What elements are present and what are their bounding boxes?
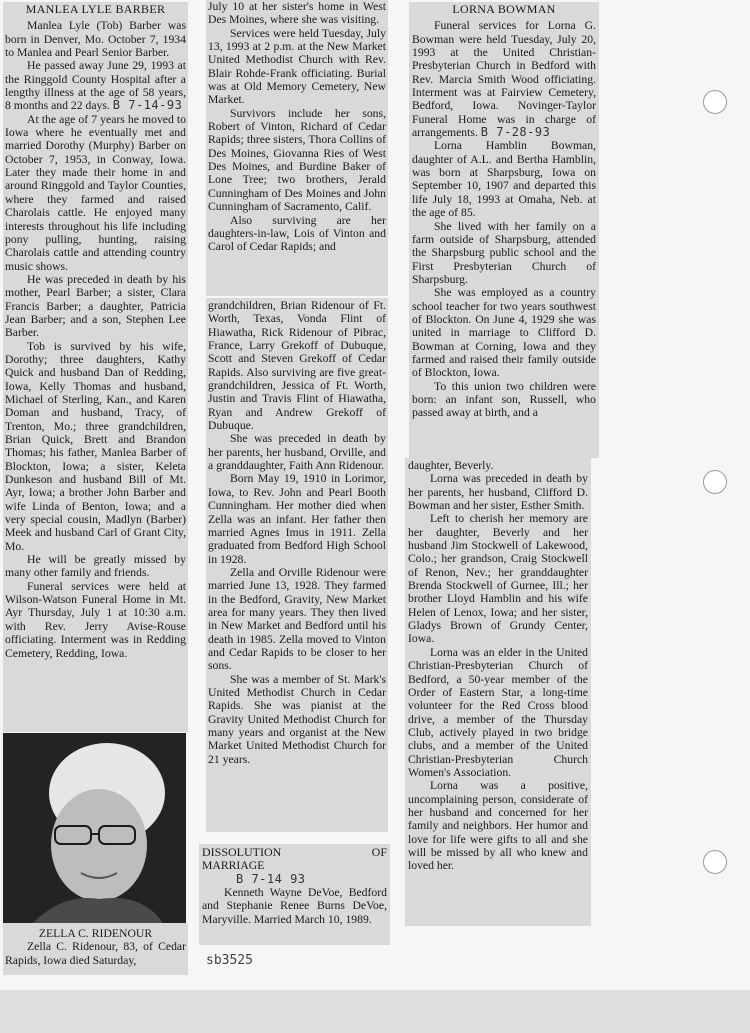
- dissolution-title: [202, 846, 387, 859]
- ridenour-obituary-part1: [206, 0, 388, 296]
- bowman-paragraph: She lived with her family on a farm outside of Sharpsburg, attended the Sharpsburg public school and the First Presbyterian Church of Sharpsburg.: [412, 219, 596, 286]
- ridenour-photo: [3, 733, 186, 923]
- barber-paragraph: At the age of 7 years he moved to Iowa where he eventually met and married Dorothy (Murphy) Barber on October 7, 1953, in Conway, Iowa. Later they made their home in and around Ringgold and Taylor Counties, where they farmed and raised Charolais cattle. He enjoyed many interests throughout his life including pony pulling, hunting, raising Charolais cattle and attending country music shows.: [5, 112, 186, 273]
- binder-hole: [703, 470, 727, 494]
- ridenour-paragraph: Born May 19, 1910 in Lorimor, Iowa, to Rev. John and Pearl Booth Cunningham. Her mother died when Zella was an infant. Her father then married Agnes Imus in 1911. Zella graduated from Bedford High School in 1928.: [208, 472, 386, 566]
- ridenour-paragraph: Zella and Orville Ridenour were married June 13, 1928. They farmed in the Bedford, Gravity, New Market area for many years. They then lived in New Market and Bedford until his death in 1985. Zella moved to Vinton and Cedar Rapids to be closer to her sons.: [208, 565, 386, 673]
- dissolution-notice: [199, 844, 390, 945]
- bowman-title: LORNA BOWMAN: [452, 2, 556, 16]
- handwritten-date: B 7-28-93: [480, 125, 551, 140]
- bowman-paragraph: Funeral services for Lorna G. Bowman were held Tuesday, July 20, 1993 at the United Christian-Presbyterian Church in Bedford with Rev. Marcia Smith Wood officiating. Interment was at Fairview Cemetery, Bedford, Iowa. Novinger-Taylor Funeral Home was in charge of arrangements. B 7-28-93: [412, 19, 596, 140]
- binder-hole: [703, 90, 727, 114]
- bowman-paragraph: Left to cherish her memory are her daughter, Beverly and her husband Jim Stockwell of Lakewood, Colo.; her grandson, Craig Stockwell of Renon, Nev.; her granddaughter Brenda Stockwell of Gurnee, Ill.; her brother Lloyd Hamblin and his wife Helen of Lenox, Iowa; and her sister, Gladys Brown of Grundy Center, Iowa.: [408, 512, 588, 646]
- barber-paragraph: Funeral services were held at Wilson-Watson Funeral Home in Mt. Ayr Thursday, July 1 at 10:30 a.m. with Rev. Jerry Avise-Rouse officiating. Interment was in Redding Cemetery, Redding, Iowa.: [5, 579, 186, 660]
- binder-hole: [703, 850, 727, 874]
- handwritten-date: B 7-14 93: [236, 871, 306, 886]
- barber-paragraph: He passed away June 29, 1993 at the Ringgold County Hospital after a lengthy illness at the age of 58 years, 8 months and 22 days. B 7-14-93: [5, 59, 186, 113]
- barber-title: MANLEA LYLE BARBER: [25, 2, 166, 16]
- barber-paragraph: Tob is survived by his wife, Dorothy; three daughters, Kathy Quick and husband Dan of Redding, Iowa, Kelly Thomas and husband, Michael of Sterling, Kan., and Karen Doman and husband, Tracy, of Trenton, Mo.; three grandchildren, Brian Quick, Brett and Brandon Thomas; his father, Manlea Barber of Blockton, Iowa; a sister, Keleta Dunkeson and husband Bill of Mt. Ayr, Iowa; a brother John Barber and wife Linda of Benton, Iowa; and a very special cousin, Madlyn (Barber) Meek and husband Carl of Grant City, Mo.: [5, 339, 186, 553]
- page-label: sb3525: [206, 953, 253, 968]
- ridenour-paragraph: Services were held Tuesday, July 13, 1993 at 2 p.m. at the New Market United Methodist Church with Rev. Blair Rohde-Frank officiating. Burial was at Old Memory Cemetery, New Market.: [208, 26, 386, 107]
- handwritten-date: B 7-14-93: [112, 98, 183, 113]
- ridenour-paragraph: Survivors include her sons, Robert of Vinton, Richard of Cedar Rapids; three sisters, Thora Collins of Des Moines, Giovanna Ries of West Des Moines, and Burdine Baker of Lone Tree; two brothers, Jerald Cunningham of Des Moines and John Cunningham of Sacramento, Calif.: [208, 106, 386, 214]
- bowman-obituary-part1: [409, 2, 599, 458]
- ridenour-caption-name: ZELLA C. RIDENOUR: [38, 927, 153, 940]
- ridenour-paragraph: She was a member of St. Mark's United Methodist Church in Cedar Rapids. She was pianist at the Gravity United Methodist Church for many years and organist at the New Market United Methodist Church for 21 years.: [208, 672, 386, 766]
- barber-paragraph: He will be greatly missed by many other family and friends.: [5, 553, 186, 580]
- ridenour-paragraph: grandchildren, Brian Ridenour of Ft. Worth, Texas, Vonda Flint of Hiawatha, Rick Ridenour of Pibrac, France, Larry Grekoff of Dubuque, Scott and Steven Grekoff of Cedar Rapids. Also surviving are five great-grandchildren, Jessica of Ft. Worth, Justin and Travis Flint of Hiawatha, Ryan and Andrew Grekoff of Dubuque.: [208, 299, 386, 433]
- dissolution-title-right: OF: [371, 845, 387, 859]
- ridenour-paragraph: She was preceded in death by her parents, her husband, Orville, and a granddaughter, Faith Ann Ridenour.: [208, 432, 386, 473]
- dissolution-text: Kenneth Wayne DeVoe, Bedford and Stephanie Renee Burns DeVoe, Maryville. Married March 10, 1989.: [202, 886, 387, 926]
- dissolution-title-left: DISSOLUTION: [202, 845, 282, 859]
- bowman-paragraph: She was employed as a country school teacher for two years southwest of Blockton. On June 4, 1929 she was united in marriage to Clifford D. Bowman at Corning, Iowa and they farmed and raised their family outside of Blockton, Iowa.: [412, 286, 596, 380]
- portrait-illustration: [3, 733, 186, 923]
- bowman-obituary-part2: [405, 458, 591, 926]
- ridenour-caption: [3, 923, 188, 975]
- barber-paragraph: Manlea Lyle (Tob) Barber was born in Denver, Mo. October 7, 1934 to Manlea and Pearl Senior Barber.: [5, 19, 186, 60]
- barber-obituary: [3, 2, 188, 732]
- ridenour-caption-text: Zella C. Ridenour, 83, of Cedar Rapids, Iowa died Saturday,: [5, 940, 186, 967]
- bowman-paragraph: To this union two children were born: an infant son, Russell, who passed away at birth, and a: [412, 379, 596, 420]
- bottom-strip: [0, 990, 750, 1033]
- dissolution-title-line2: MARRIAGE: [202, 859, 265, 873]
- bowman-paragraph: Lorna Hamblin Bowman, daughter of A.L. and Bertha Hamblin, was born at Sharpsburg, Iowa on September 10, 1907 and departed this life July 18, 1993 at Omaha, Neb. at the age of 85.: [412, 139, 596, 220]
- bowman-paragraph: Lorna was an elder in the United Christian-Presbyterian Church of Bedford, a 50-year member of the Order of Eastern Star, a long-time volunteer for the Red Cross blood drive, a member of the Thursday Club, actively played in two bridge clubs, and a member of the United Christian-Presbyterian Church Women's Association.: [408, 645, 588, 779]
- barber-paragraph: He was preceded in death by his mother, Pearl Barber; a sister, Clara Francis Barber; a daughter, Patricia Jean Barber; and a son, Stephen Lee Barber.: [5, 272, 186, 340]
- bowman-paragraph: Lorna was a positive, uncomplaining person, considerate of her husband and concerned for her family and neighbors. Her humor and love for life were gifts to all and she will be missed by all who knew and loved her.: [408, 779, 588, 873]
- ridenour-paragraph: Also surviving are her daughters-in-law, Lois of Vinton and Carol of Cedar Rapids; and: [208, 213, 386, 254]
- bowman-paragraph: daughter, Beverly.: [408, 459, 494, 472]
- ridenour-paragraph: July 10 at her sister's home in West Des Moines, where she was visiting.: [208, 0, 386, 27]
- bowman-paragraph: Lorna was preceded in death by her parents, her husband, Clifford D. Bowman and her sister, Esther Smith.: [408, 472, 588, 513]
- ridenour-obituary-part2: [206, 298, 388, 832]
